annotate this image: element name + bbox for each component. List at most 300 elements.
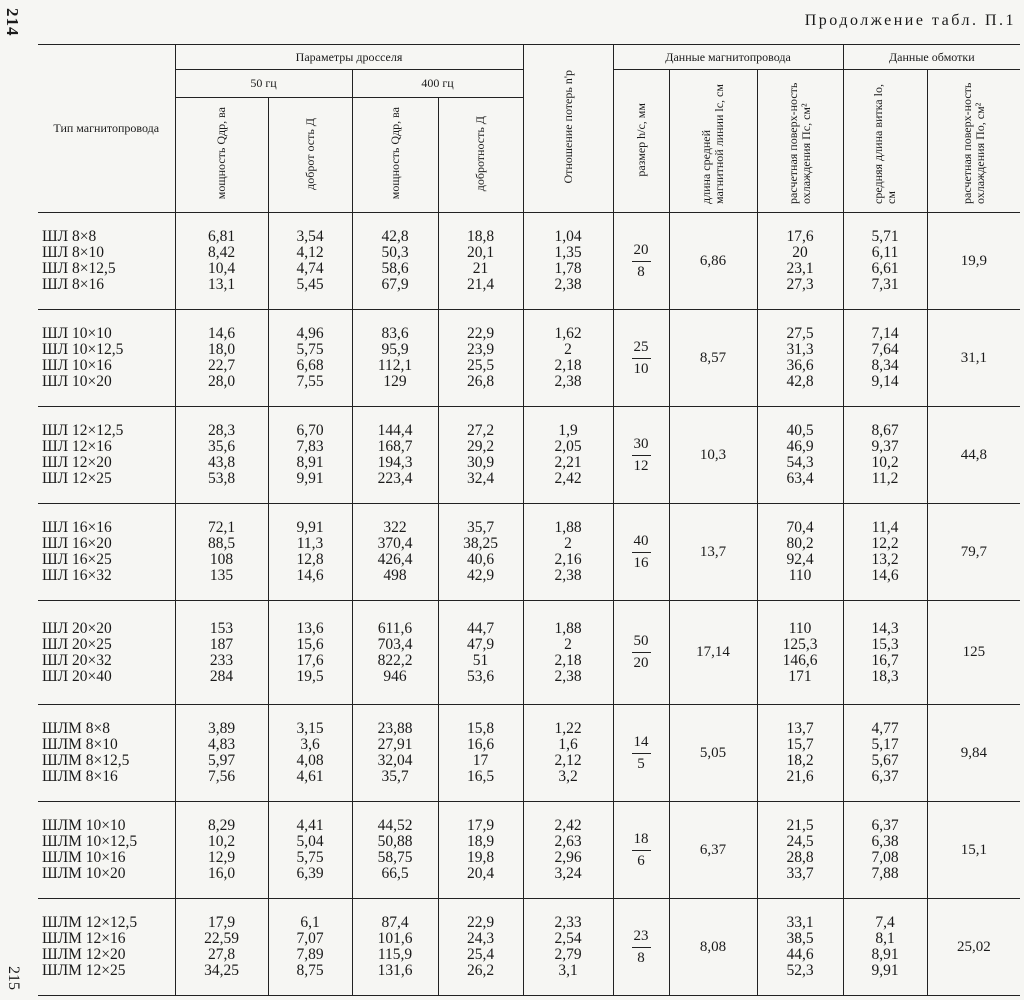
quality-50-cell <box>268 601 352 705</box>
quality-50-cell-value: 8,91 <box>296 454 324 471</box>
table-row <box>38 601 1020 705</box>
power-50-cell-value: 34,25 <box>204 962 239 979</box>
loss-ratio-cell <box>523 213 613 310</box>
core-type-cell-value: ШЛ 16×16 <box>42 519 112 536</box>
quality-400-cell-value: 25,4 <box>466 946 495 963</box>
path-length-cell: 6,86 <box>669 213 757 310</box>
core-type-cell-value: ШЛ 8×8 <box>42 228 97 245</box>
power-50-cell-value: 135 <box>209 567 234 584</box>
quality-50-cell-value: 4,74 <box>296 260 324 277</box>
power-400-cell-value: 703,4 <box>377 635 413 653</box>
size-fraction <box>632 436 651 475</box>
winding-surface-cell: 19,9 <box>927 213 1020 310</box>
size-fraction-cell <box>613 407 669 504</box>
core-type-cell <box>38 705 175 802</box>
size-c: 8 <box>637 263 645 280</box>
core-surface-cell-value: 27,5 <box>786 325 814 342</box>
power-50-cell-value: 4,83 <box>207 736 236 753</box>
core-type-cell-value: ШЛ 20×32 <box>42 651 112 669</box>
size-h: 23 <box>632 928 651 948</box>
turn-length-cell-value: 6,61 <box>871 260 899 277</box>
quality-50-cell <box>268 407 352 504</box>
core-type-cell <box>38 601 175 705</box>
header-choke-params: Параметры дросселя <box>175 45 523 70</box>
turn-length-cell <box>843 407 927 504</box>
core-surface-cell <box>757 601 843 705</box>
power-400-cell-value: 66,5 <box>381 865 409 882</box>
quality-400-cell-value: 24,3 <box>466 930 495 947</box>
quality-50-cell-value: 5,75 <box>296 849 324 866</box>
core-type-cell-value: ШЛ 20×40 <box>42 667 112 685</box>
core-surface-cell-value: 70,4 <box>786 519 814 536</box>
power-400-cell-value: 498 <box>383 567 407 584</box>
power-400-cell-value: 83,6 <box>381 325 409 342</box>
quality-50-cell-value: 6,68 <box>296 357 324 374</box>
header-400hz: 400 гц <box>352 70 523 98</box>
size-fraction <box>632 339 651 378</box>
loss-ratio-cell-value: 2,38 <box>554 276 582 293</box>
quality-400-cell-value: 17 <box>472 752 489 769</box>
page-number-left: 214 <box>3 8 22 37</box>
size-fraction <box>632 734 651 773</box>
quality-50-cell-value: 4,41 <box>296 817 324 834</box>
power-50-cell-value: 187 <box>209 635 234 653</box>
quality-400-cell-value: 17,9 <box>466 817 495 834</box>
quality-50-cell-value: 7,89 <box>296 946 324 963</box>
turn-length-cell-value: 6,37 <box>871 768 899 785</box>
table-row <box>38 310 1020 407</box>
core-type-cell-value: ШЛ 20×20 <box>42 619 112 637</box>
core-type-cell-value: ШЛМ 8×12,5 <box>42 752 130 769</box>
core-surface-cell-value: 31,3 <box>786 341 814 358</box>
quality-400-cell-value: 21 <box>472 260 489 277</box>
turn-length-cell <box>843 213 927 310</box>
quality-400-cell-value: 40,6 <box>466 551 495 568</box>
core-surface-cell-value: 42,8 <box>786 373 814 390</box>
turn-length-cell-value: 14,3 <box>871 619 899 637</box>
quality-50-cell-value: 13,6 <box>296 619 324 637</box>
core-type-cell-value: ШЛ 8×16 <box>42 276 105 293</box>
power-400-cell-value: 112,1 <box>377 357 413 374</box>
core-type-cell-value: ШЛ 10×10 <box>42 325 112 342</box>
turn-length-cell-value: 15,3 <box>871 635 899 653</box>
core-surface-cell-value: 54,3 <box>786 454 814 471</box>
size-fraction <box>632 831 651 870</box>
path-length-cell: 8,08 <box>669 899 757 996</box>
loss-ratio-cell-value: 1,9 <box>558 422 578 439</box>
core-surface-cell-value: 38,5 <box>786 930 814 947</box>
core-surface-cell-value: 44,6 <box>786 946 814 963</box>
power-50-cell-value: 3,89 <box>207 720 236 737</box>
turn-length-cell-value: 8,67 <box>871 422 899 439</box>
power-50-cell-value: 8,42 <box>207 244 236 261</box>
header-size: размер h/c, мм <box>613 70 669 213</box>
power-400-cell <box>352 601 438 705</box>
turn-length-cell-value: 7,4 <box>875 914 895 931</box>
power-400-cell-value: 87,4 <box>381 914 409 931</box>
quality-400-cell-value: 16,6 <box>466 736 495 753</box>
core-surface-cell-value: 33,1 <box>786 914 814 931</box>
power-50-cell-value: 27,8 <box>207 946 236 963</box>
table-row <box>38 407 1020 504</box>
turn-length-cell-value: 6,37 <box>871 817 899 834</box>
quality-50-cell-value: 3,6 <box>300 736 320 753</box>
power-400-cell-value: 58,75 <box>377 849 413 866</box>
loss-ratio-cell-value: 3,24 <box>554 865 582 882</box>
core-surface-cell <box>757 899 843 996</box>
core-type-cell-value: ШЛ 12×25 <box>42 470 112 487</box>
size-h: 25 <box>632 339 651 359</box>
power-400-cell-value: 58,6 <box>381 260 409 277</box>
core-type-cell-value: ШЛ 10×12,5 <box>42 341 124 358</box>
winding-surface-cell: 9,84 <box>927 705 1020 802</box>
core-type-cell-value: ШЛМ 12×12,5 <box>42 914 138 931</box>
quality-50-cell-value: 19,5 <box>296 667 324 685</box>
turn-length-cell-value: 9,91 <box>871 962 899 979</box>
power-50-cell <box>175 802 268 899</box>
quality-50-cell-value: 4,12 <box>296 244 324 261</box>
power-400-cell-value: 322 <box>383 519 407 536</box>
quality-400-cell-value: 15,8 <box>466 720 495 737</box>
core-type-cell <box>38 899 175 996</box>
turn-length-cell-value: 16,7 <box>871 651 899 669</box>
power-400-cell-value: 822,2 <box>377 651 413 669</box>
power-50-cell <box>175 310 268 407</box>
core-surface-cell-value: 15,7 <box>786 736 814 753</box>
quality-400-cell-value: 19,8 <box>466 849 495 866</box>
table-row <box>38 802 1020 899</box>
quality-50-cell-value: 4,96 <box>296 325 324 342</box>
quality-50-cell-value: 14,6 <box>296 567 324 584</box>
quality-50-cell-value: 5,45 <box>296 276 324 293</box>
table-row <box>38 705 1020 802</box>
power-50-cell-value: 72,1 <box>207 519 236 536</box>
core-surface-cell-value: 92,4 <box>786 551 814 568</box>
power-50-cell-value: 28,3 <box>207 422 236 439</box>
core-type-cell-value: ШЛМ 10×20 <box>42 865 126 882</box>
quality-400-cell-value: 23,9 <box>466 341 495 358</box>
quality-400-cell-value: 51 <box>472 651 489 669</box>
quality-50-cell <box>268 504 352 601</box>
core-surface-cell <box>757 705 843 802</box>
core-type-cell <box>38 407 175 504</box>
power-50-cell-value: 88,5 <box>207 535 236 552</box>
core-type-cell-value: ШЛ 16×25 <box>42 551 112 568</box>
core-surface-cell-value: 21,6 <box>786 768 814 785</box>
path-length-cell: 8,57 <box>669 310 757 407</box>
turn-length-cell-value: 18,3 <box>871 667 899 685</box>
quality-400-cell-value: 44,7 <box>466 619 495 637</box>
power-400-cell-value: 194,3 <box>377 454 413 471</box>
quality-400-cell-value: 22,9 <box>466 325 495 342</box>
winding-surface-cell: 25,02 <box>927 899 1020 996</box>
size-c: 20 <box>633 655 649 671</box>
power-50-cell <box>175 213 268 310</box>
path-length-cell: 13,7 <box>669 504 757 601</box>
power-400-cell-value: 946 <box>383 667 407 685</box>
core-type-cell-value: ШЛ 16×20 <box>42 535 112 552</box>
loss-ratio-cell-value: 2 <box>564 635 572 653</box>
core-surface-cell-value: 24,5 <box>786 833 814 850</box>
quality-400-cell-value: 42,9 <box>466 567 495 584</box>
loss-ratio-cell-value: 2,54 <box>554 930 582 947</box>
core-surface-cell-value: 110 <box>788 567 812 584</box>
size-fraction-cell <box>613 601 669 705</box>
loss-ratio-cell-value: 1,78 <box>554 260 582 277</box>
turn-length-cell-value: 9,14 <box>871 373 899 390</box>
loss-ratio-cell-value: 1,88 <box>554 519 582 536</box>
power-400-cell <box>352 213 438 310</box>
path-length-cell: 6,37 <box>669 802 757 899</box>
quality-400-cell <box>438 407 523 504</box>
turn-length-cell <box>843 504 927 601</box>
core-surface-cell-value: 33,7 <box>786 865 814 882</box>
loss-ratio-cell-value: 3,1 <box>558 962 578 979</box>
turn-length-cell-value: 13,2 <box>871 551 899 568</box>
core-surface-cell-value: 171 <box>788 667 812 685</box>
header-power-50: мощность Qдр, ва <box>175 98 268 213</box>
path-length-cell: 17,14 <box>669 601 757 705</box>
core-surface-cell-value: 46,9 <box>786 438 814 455</box>
power-400-cell-value: 168,7 <box>377 438 413 455</box>
loss-ratio-cell <box>523 705 613 802</box>
power-50-cell-value: 53,8 <box>207 470 236 487</box>
quality-400-cell-value: 22,9 <box>466 914 495 931</box>
core-surface-cell-value: 23,1 <box>786 260 814 277</box>
core-surface-cell-value: 13,7 <box>786 720 814 737</box>
power-50-cell-value: 16,0 <box>207 865 236 882</box>
winding-surface-cell: 31,1 <box>927 310 1020 407</box>
quality-400-cell-value: 47,9 <box>466 635 495 653</box>
power-400-cell <box>352 310 438 407</box>
core-surface-cell <box>757 802 843 899</box>
power-50-cell-value: 233 <box>209 651 234 669</box>
quality-400-cell <box>438 310 523 407</box>
size-c: 12 <box>633 457 649 474</box>
loss-ratio-cell-value: 3,2 <box>558 768 578 785</box>
core-type-cell-value: ШЛМ 12×20 <box>42 946 126 963</box>
quality-50-cell-value: 9,91 <box>296 519 324 536</box>
size-c: 5 <box>637 755 645 772</box>
loss-ratio-cell-value: 2,96 <box>554 849 582 866</box>
size-h: 18 <box>632 831 651 851</box>
core-surface-cell-value: 146,6 <box>782 651 818 669</box>
quality-400-cell-value: 20,1 <box>466 244 495 261</box>
power-50-cell-value: 6,81 <box>207 228 236 245</box>
size-fraction-cell <box>613 802 669 899</box>
power-400-cell <box>352 802 438 899</box>
power-400-cell-value: 95,9 <box>381 341 409 358</box>
turn-length-cell-value: 5,71 <box>871 228 899 245</box>
quality-400-cell-value: 30,9 <box>466 454 495 471</box>
power-400-cell-value: 426,4 <box>377 551 413 568</box>
power-400-cell <box>352 705 438 802</box>
quality-50-cell-value: 5,04 <box>296 833 324 850</box>
quality-50-cell-value: 17,6 <box>296 651 324 669</box>
loss-ratio-cell-value: 2,38 <box>554 373 582 390</box>
turn-length-cell-value: 5,17 <box>871 736 899 753</box>
loss-ratio-cell-value: 2,21 <box>554 454 582 471</box>
quality-400-cell-value: 26,8 <box>466 373 495 390</box>
quality-50-cell-value: 4,61 <box>296 768 324 785</box>
winding-surface-cell: 44,8 <box>927 407 1020 504</box>
turn-length-cell <box>843 802 927 899</box>
power-400-cell-value: 611,6 <box>377 619 413 637</box>
quality-50-cell <box>268 705 352 802</box>
quality-400-cell-value: 29,2 <box>466 438 495 455</box>
loss-ratio-cell-value: 2 <box>564 535 572 552</box>
core-type-cell-value: ШЛМ 8×10 <box>42 736 118 753</box>
power-400-cell-value: 23,88 <box>377 720 413 737</box>
quality-50-cell-value: 6,1 <box>300 914 320 931</box>
core-type-cell-value: ШЛ 10×16 <box>42 357 112 374</box>
power-400-cell <box>352 504 438 601</box>
power-50-cell-value: 108 <box>209 551 234 568</box>
size-h: 30 <box>632 436 651 456</box>
power-50-cell-value: 10,4 <box>207 260 236 277</box>
power-50-cell-value: 12,9 <box>207 849 236 866</box>
quality-50-cell-value: 7,83 <box>296 438 324 455</box>
turn-length-cell-value: 4,77 <box>871 720 899 737</box>
loss-ratio-cell-value: 2,18 <box>554 357 582 374</box>
power-50-cell-value: 43,8 <box>207 454 236 471</box>
power-400-cell-value: 42,8 <box>381 228 409 245</box>
quality-50-cell <box>268 310 352 407</box>
quality-400-cell <box>438 601 523 705</box>
power-400-cell-value: 44,52 <box>377 817 413 834</box>
quality-50-cell <box>268 802 352 899</box>
quality-400-cell-value: 32,4 <box>466 470 495 487</box>
turn-length-cell-value: 6,38 <box>871 833 899 850</box>
quality-400-cell-value: 18,8 <box>466 228 495 245</box>
core-surface-cell-value: 18,2 <box>786 752 814 769</box>
power-50-cell-value: 7,56 <box>207 768 236 785</box>
power-50-cell-value: 35,6 <box>207 438 236 455</box>
power-400-cell <box>352 899 438 996</box>
header-50hz: 50 гц <box>175 70 352 98</box>
table-row <box>38 213 1020 310</box>
power-50-cell <box>175 407 268 504</box>
size-fraction <box>632 242 651 281</box>
power-400-cell-value: 50,3 <box>381 244 409 261</box>
size-h: 20 <box>632 242 651 262</box>
quality-400-cell-value: 26,2 <box>466 962 495 979</box>
power-400-cell-value: 101,6 <box>377 930 413 947</box>
power-50-cell-value: 18,0 <box>207 341 236 358</box>
size-fraction-cell <box>613 899 669 996</box>
core-type-cell-value: ШЛМ 12×16 <box>42 930 126 947</box>
core-type-cell-value: ШЛ 12×20 <box>42 454 112 471</box>
loss-ratio-cell-value: 2 <box>564 341 572 358</box>
core-type-cell <box>38 213 175 310</box>
quality-50-cell-value: 15,6 <box>296 635 324 653</box>
core-surface-cell-value: 125,3 <box>782 635 818 653</box>
quality-50-cell-value: 7,07 <box>296 930 324 947</box>
turn-length-cell <box>843 899 927 996</box>
core-surface-cell-value: 80,2 <box>786 535 814 552</box>
power-50-cell-value: 13,1 <box>207 276 236 293</box>
turn-length-cell-value: 8,91 <box>871 946 899 963</box>
turn-length-cell-value: 11,4 <box>871 519 899 536</box>
size-h: 14 <box>632 734 651 754</box>
power-400-cell <box>352 407 438 504</box>
loss-ratio-cell <box>523 802 613 899</box>
core-type-cell-value: ШЛМ 8×16 <box>42 768 118 785</box>
quality-50-cell-value: 3,54 <box>296 228 324 245</box>
page-title: Продолжение табл. П.1 <box>804 12 1016 29</box>
turn-length-cell-value: 11,2 <box>871 470 899 487</box>
quality-50-cell <box>268 213 352 310</box>
page-number-bottom: 215 <box>5 966 22 990</box>
turn-length-cell-value: 8,34 <box>871 357 899 374</box>
loss-ratio-cell-value: 1,6 <box>558 736 578 753</box>
size-h: 50 <box>632 633 651 653</box>
turn-length-cell-value: 9,37 <box>871 438 899 455</box>
power-400-cell-value: 27,91 <box>377 736 413 753</box>
core-data-table <box>38 44 1020 996</box>
path-length-cell: 5,05 <box>669 705 757 802</box>
quality-400-cell <box>438 213 523 310</box>
power-50-cell-value: 14,6 <box>207 325 236 342</box>
quality-400-cell-value: 35,7 <box>466 519 495 536</box>
core-type-cell-value: ШЛ 8×12,5 <box>42 260 116 277</box>
power-400-cell-value: 223,4 <box>377 470 413 487</box>
quality-400-cell <box>438 899 523 996</box>
quality-400-cell-value: 16,5 <box>466 768 495 785</box>
core-surface-cell-value: 52,3 <box>786 962 814 979</box>
header-core-data: Данные магнитопровода <box>613 45 843 70</box>
header-loss-ratio: Отношение потерь n'р <box>523 45 613 213</box>
size-fraction <box>632 533 651 572</box>
power-50-cell-value: 17,9 <box>207 914 236 931</box>
core-type-cell-value: ШЛМ 8×8 <box>42 720 111 737</box>
power-50-cell-value: 22,7 <box>207 357 236 374</box>
power-400-cell-value: 115,9 <box>377 946 413 963</box>
core-type-cell-value: ШЛ 10×20 <box>42 373 112 390</box>
table-row <box>38 504 1020 601</box>
power-400-cell-value: 144,4 <box>377 422 413 439</box>
size-fraction <box>632 633 651 672</box>
loss-ratio-cell-value: 2,33 <box>554 914 582 931</box>
core-type-cell-value: ШЛМ 10×12,5 <box>42 833 138 850</box>
loss-ratio-cell-value: 2,16 <box>554 551 582 568</box>
size-fraction-cell <box>613 705 669 802</box>
loss-ratio-cell-value: 2,79 <box>554 946 582 963</box>
core-surface-cell-value: 36,6 <box>786 357 814 374</box>
power-50-cell-value: 22,59 <box>204 930 239 947</box>
quality-400-cell-value: 20,4 <box>466 865 495 882</box>
power-400-cell-value: 67,9 <box>381 276 409 293</box>
loss-ratio-cell-value: 2,18 <box>554 651 582 669</box>
quality-400-cell-value: 27,2 <box>466 422 495 439</box>
table-row <box>38 899 1020 996</box>
turn-length-cell-value: 12,2 <box>871 535 899 552</box>
quality-50-cell-value: 6,39 <box>296 865 324 882</box>
core-surface-cell-value: 27,3 <box>786 276 814 293</box>
power-400-cell-value: 131,6 <box>377 962 413 979</box>
table-body <box>38 213 1020 996</box>
power-50-cell-value: 284 <box>209 667 234 685</box>
loss-ratio-cell-value: 2,12 <box>554 752 582 769</box>
quality-50-cell-value: 8,75 <box>296 962 324 979</box>
loss-ratio-cell <box>523 601 613 705</box>
core-surface-cell-value: 21,5 <box>786 817 814 834</box>
winding-surface-cell: 15,1 <box>927 802 1020 899</box>
turn-length-cell-value: 8,1 <box>875 930 895 947</box>
winding-surface-cell: 79,7 <box>927 504 1020 601</box>
turn-length-cell-value: 7,64 <box>871 341 899 358</box>
size-fraction <box>632 928 651 967</box>
